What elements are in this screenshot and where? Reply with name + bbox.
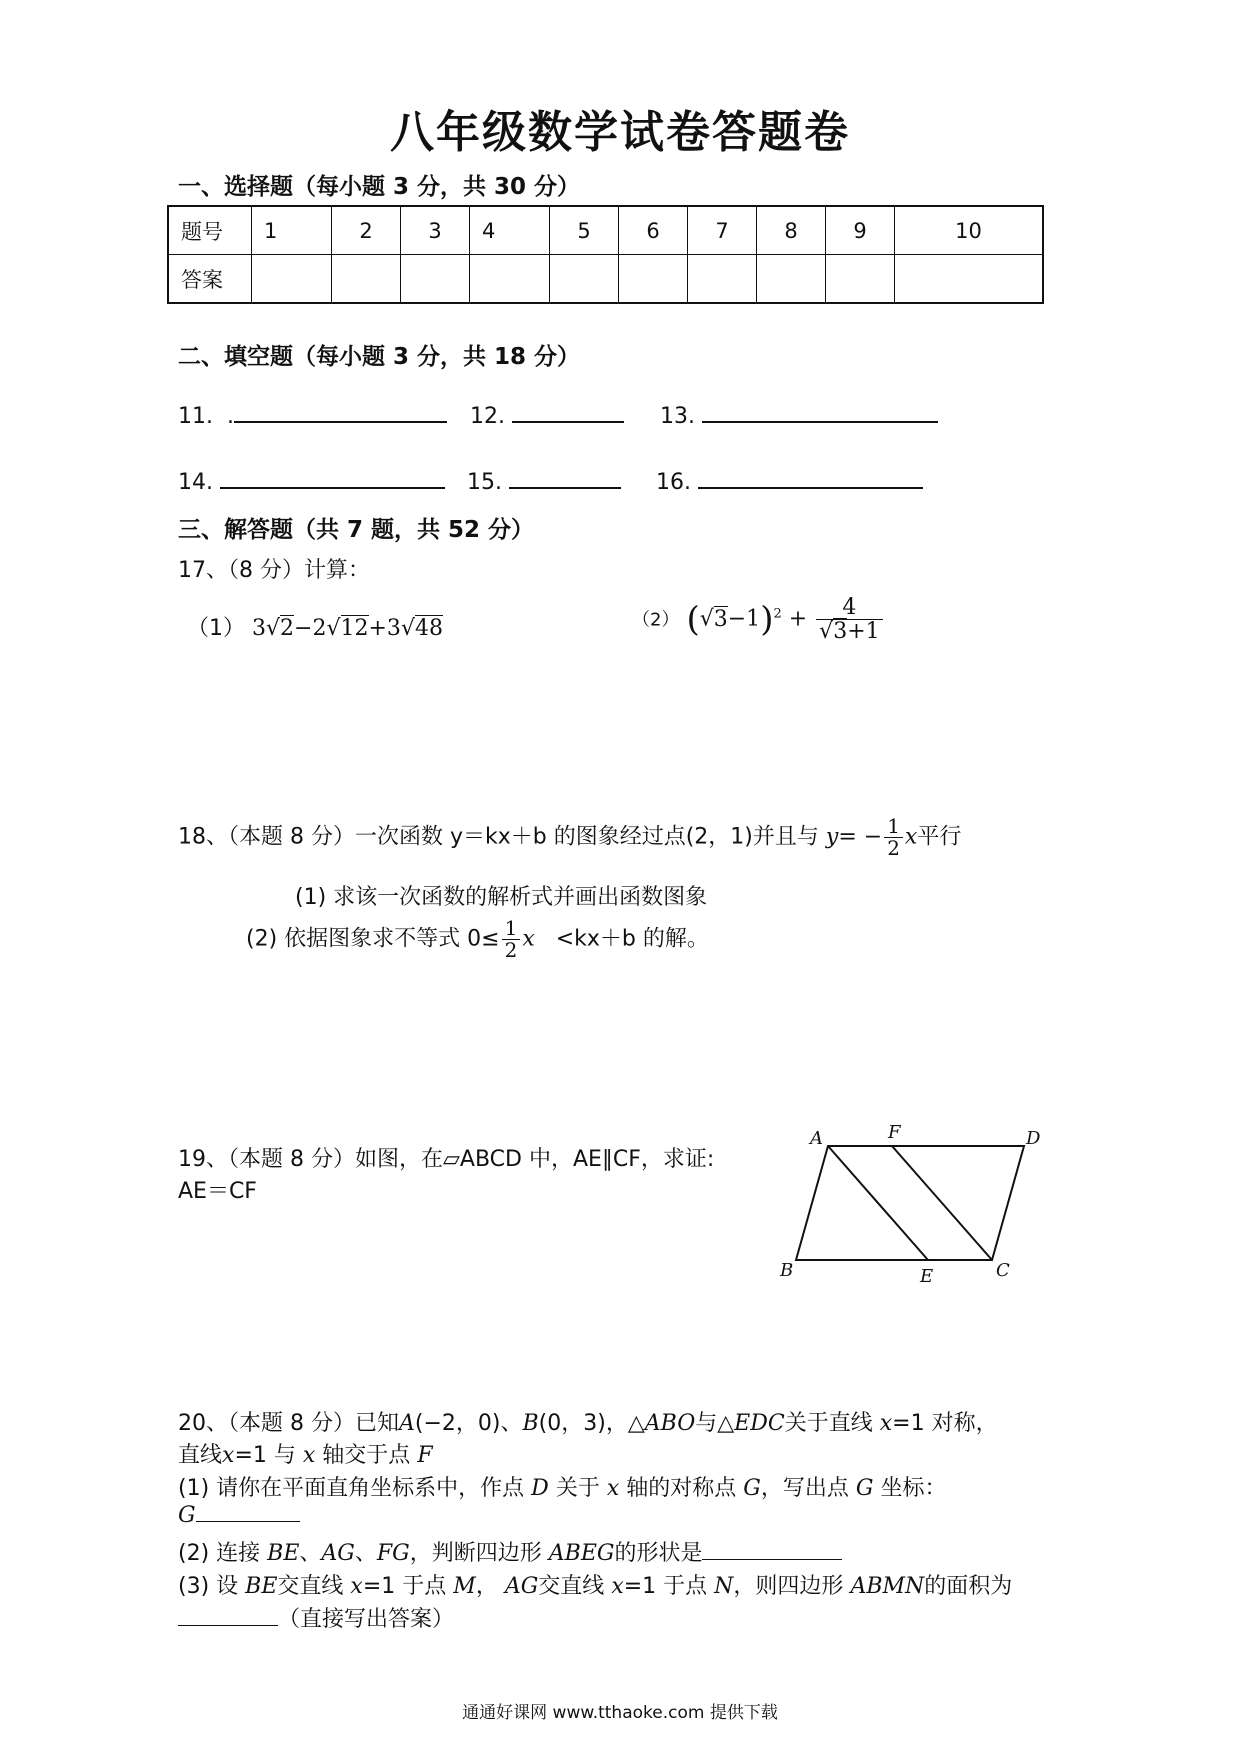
segment-fc xyxy=(892,1146,992,1260)
answer-cell-8[interactable] xyxy=(757,255,826,304)
answer-blank-12[interactable] xyxy=(512,421,624,423)
q20-stem: 20、（本题 8 分）已知A(−2，0)、B(0，3)，△ABO与△EDC关于直线 x=1 对称， xyxy=(178,1411,998,1436)
fill-item-12: 12. xyxy=(470,404,624,429)
answer-blank-16[interactable] xyxy=(698,487,923,489)
answer-cell-9[interactable] xyxy=(826,255,895,304)
answer-cell-1[interactable] xyxy=(252,255,332,304)
answer-cell-5[interactable] xyxy=(550,255,619,304)
table-cell-number: 5 xyxy=(550,206,619,255)
answer-cell-7[interactable] xyxy=(688,255,757,304)
table-row-answers xyxy=(168,255,1043,304)
table-cell-number: 9 xyxy=(826,206,895,255)
table-cell-label: 题号 xyxy=(168,206,252,255)
q20-part2: (2) 连接 BE、AG、FG，判断四边形 ABEG的形状是 xyxy=(178,1536,842,1567)
table-cell-number: 8 xyxy=(757,206,826,255)
section1-heading: 一、选择题（每小题 3 分，共 30 分） xyxy=(178,174,581,200)
table-cell-label: 答案 xyxy=(168,255,252,304)
answer-table xyxy=(167,205,1044,304)
sqrt-icon: √ xyxy=(400,616,415,641)
answer-blank-14[interactable] xyxy=(220,487,445,489)
label-f: F xyxy=(888,1122,901,1143)
parallelogram-icon: ▱ xyxy=(442,1147,460,1172)
parallelogram-abcd xyxy=(796,1146,1024,1260)
answer-blank-13[interactable] xyxy=(702,421,938,423)
section3-heading: 三、解答题（共 7 题，共 52 分） xyxy=(178,517,535,543)
answer-cell-3[interactable] xyxy=(401,255,470,304)
table-cell-number: 6 xyxy=(619,206,688,255)
fraction: $\frac{4}{√3+1}$ xyxy=(816,596,882,643)
table-cell-number: 7 xyxy=(688,206,757,255)
q20-part3: (3) 设 BE交直线 x=1 于点 M， AG交直线 x=1 于点 N，则四边形 ABMN的面积为 xyxy=(178,1574,1013,1599)
table-row-numbers xyxy=(168,206,1043,255)
answer-blank-area[interactable] xyxy=(178,1607,278,1626)
q18-stem: 18、（本题 8 分）一次函数 y＝kx＋b 的图象经过点(2，1)并且与 y= − $\frac{1}{2}$ x平行 xyxy=(178,814,962,860)
section2-heading: 二、填空题（每小题 3 分，共 18 分） xyxy=(178,344,581,370)
answer-blank-shape[interactable] xyxy=(702,1541,842,1560)
answer-cell-6[interactable] xyxy=(619,255,688,304)
answer-cell-4[interactable] xyxy=(470,255,550,304)
q19-stem: 19、（本题 8 分）如图，在▱ABCD 中，AE∥CF，求证: xyxy=(178,1147,715,1172)
label-c: C xyxy=(996,1260,1010,1281)
label-a: A xyxy=(810,1128,823,1149)
sqrt-icon: √ xyxy=(699,606,714,632)
q18-part1: (1) 求该一次函数的解析式并画出函数图象 xyxy=(295,885,708,910)
answer-blank-15[interactable] xyxy=(509,487,621,489)
page-title: 八年级数学试卷答题卷 xyxy=(390,107,850,158)
label-d: D xyxy=(1026,1128,1041,1149)
fraction: $\frac{1}{2}$ xyxy=(884,816,903,859)
q20-part1: (1) 请你在平面直角坐标系中，作点 D 关于 x 轴的对称点 G，写出点 G 坐标： xyxy=(178,1476,947,1501)
q18-part2: (2) 依据图象求不等式 0≤ $\frac{1}{2}$ x <kx＋b 的解。 xyxy=(246,916,709,962)
sqrt-icon: √ xyxy=(326,616,341,641)
q17-part1: （1） 3√2−2√12+3√48 xyxy=(187,616,443,641)
q20-stem-line2: 直线x=1 与 x 轴交于点 F xyxy=(178,1443,433,1468)
q17-stem: 17、（8 分）计算： xyxy=(178,558,370,583)
q20-part1-line2: G xyxy=(178,1503,300,1528)
parallelogram-figure xyxy=(760,1110,1080,1300)
fill-item-13: 13. xyxy=(660,404,938,429)
answer-blank-11[interactable] xyxy=(234,421,447,423)
fill-item-16: 16. xyxy=(656,470,923,495)
q19-stem-line2: AE＝CF xyxy=(178,1179,257,1204)
sqrt-icon: √ xyxy=(266,616,281,641)
fill-item-14: 14. xyxy=(178,470,445,495)
label-b: B xyxy=(780,1260,794,1281)
segment-ae xyxy=(828,1146,928,1260)
table-cell-number: 4 xyxy=(470,206,550,255)
answer-blank-g[interactable] xyxy=(196,1503,300,1522)
footer-credit: 通通好课网 www.tthaoke.com 提供下载 xyxy=(462,1703,778,1723)
table-cell-number: 1 xyxy=(252,206,332,255)
sqrt-icon: √ xyxy=(819,619,834,645)
q20-part3-line2: （直接写出答案） xyxy=(178,1602,454,1633)
answer-cell-10[interactable] xyxy=(895,255,1044,304)
answer-cell-2[interactable] xyxy=(332,255,401,304)
table-cell-number: 10 xyxy=(895,206,1044,255)
fill-item-11: 11. . xyxy=(178,404,447,429)
fill-item-15: 15. xyxy=(467,470,621,495)
fraction: $\frac{1}{2}$ xyxy=(502,918,521,961)
table-cell-number: 3 xyxy=(401,206,470,255)
q17-part2: （2） $(√3-1)^2$ + $\frac{4}{√3+1}$ xyxy=(632,596,885,643)
label-e: E xyxy=(920,1266,934,1287)
table-cell-number: 2 xyxy=(332,206,401,255)
